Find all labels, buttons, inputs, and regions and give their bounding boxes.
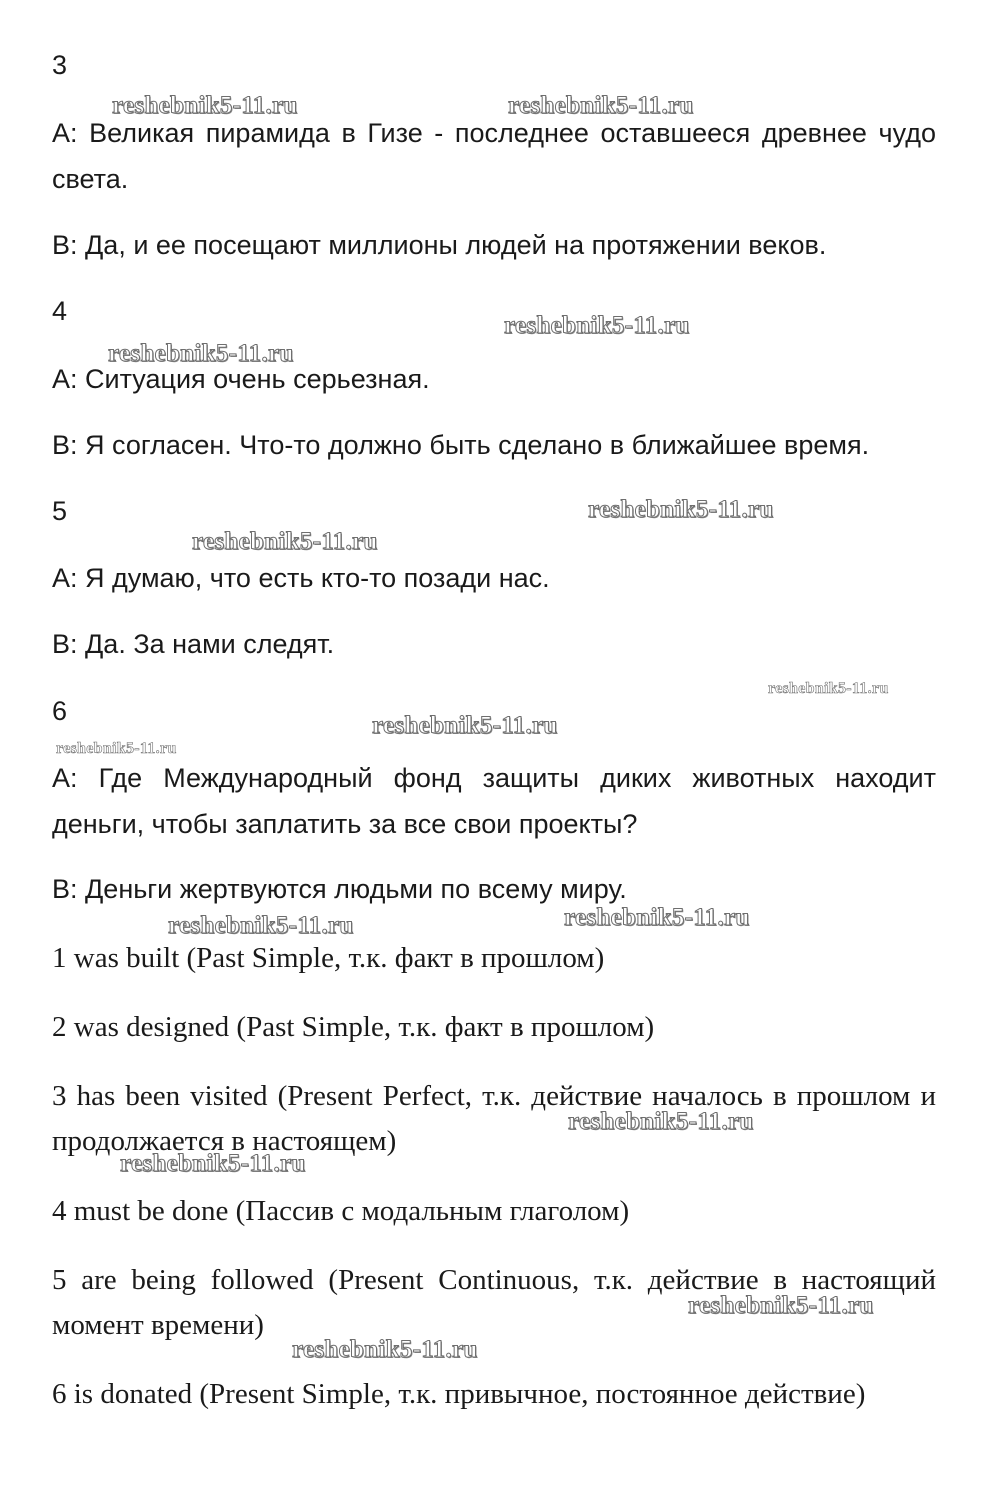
watermark: reshebnik5-11.ru bbox=[192, 528, 378, 555]
answer-3-line1: 3 has been visited (Present Perfect, т.к. действие началось в прошлом и bbox=[52, 1080, 936, 1112]
watermark: reshebnik5-11.ru bbox=[112, 92, 298, 119]
watermark: reshebnik5-11.ru bbox=[568, 1108, 754, 1135]
answer-6: 6 is donated (Present Simple, т.к. привычное, постоянное действие) bbox=[52, 1378, 866, 1410]
watermark: reshebnik5-11.ru bbox=[292, 1336, 478, 1363]
watermark: reshebnik5-11.ru bbox=[688, 1292, 874, 1319]
dialogue-number-6: 6 bbox=[52, 696, 68, 726]
dialogue-6-a-line2: деньги, чтобы заплатить за все свои проекты? bbox=[52, 809, 638, 839]
watermark: reshebnik5-11.ru bbox=[508, 92, 694, 119]
dialogue-5-b: B: Да. За нами следят. bbox=[52, 629, 335, 659]
dialogue-4-b: B: Я согласен. Что-то должно быть сделано в ближайшее время. bbox=[52, 430, 870, 460]
dialogue-6-a-line1: A: Где Международный фонд защиты диких животных находит bbox=[52, 763, 936, 793]
dialogue-6-b: B: Деньги жертвуются людьми по всему миру. bbox=[52, 874, 627, 904]
dialogue-3-a-line1: A: Великая пирамида в Гизе - последнее оставшееся древнее чудо bbox=[52, 118, 936, 148]
answer-1: 1 was built (Past Simple, т.к. факт в прошлом) bbox=[52, 942, 605, 974]
answer-3-line2: продолжается в настоящем) bbox=[52, 1125, 397, 1157]
watermark: reshebnik5-11.ru bbox=[120, 1150, 306, 1177]
watermark: reshebnik5-11.ru bbox=[108, 340, 294, 367]
dialogue-4-a: A: Ситуация очень серьезная. bbox=[52, 364, 430, 394]
dialogue-5-a: A: Я думаю, что есть кто-то позади нас. bbox=[52, 563, 550, 593]
dialogue-3-a-line2: света. bbox=[52, 164, 129, 194]
watermark: reshebnik5-11.ru bbox=[56, 740, 177, 757]
watermark: reshebnik5-11.ru bbox=[504, 312, 690, 339]
dialogue-number-4: 4 bbox=[52, 296, 68, 326]
watermark: reshebnik5-11.ru bbox=[768, 680, 889, 697]
answer-5-line2: момент времени) bbox=[52, 1309, 264, 1341]
answer-5-line1: 5 are being followed (Present Continuous, т.к. действие в настоящий bbox=[52, 1264, 936, 1296]
answer-2: 2 was designed (Past Simple, т.к. факт в прошлом) bbox=[52, 1011, 655, 1043]
dialogue-number-5: 5 bbox=[52, 496, 68, 526]
watermark: reshebnik5-11.ru bbox=[564, 904, 750, 931]
watermark: reshebnik5-11.ru bbox=[372, 712, 558, 739]
watermark: reshebnik5-11.ru bbox=[588, 496, 774, 523]
answer-4: 4 must be done (Пассив с модальным глаголом) bbox=[52, 1195, 630, 1227]
watermark: reshebnik5-11.ru bbox=[168, 912, 354, 939]
dialogue-3-b: B: Да, и ее посещают миллионы людей на протяжении веков. bbox=[52, 230, 827, 260]
dialogue-number-3: 3 bbox=[52, 50, 68, 80]
